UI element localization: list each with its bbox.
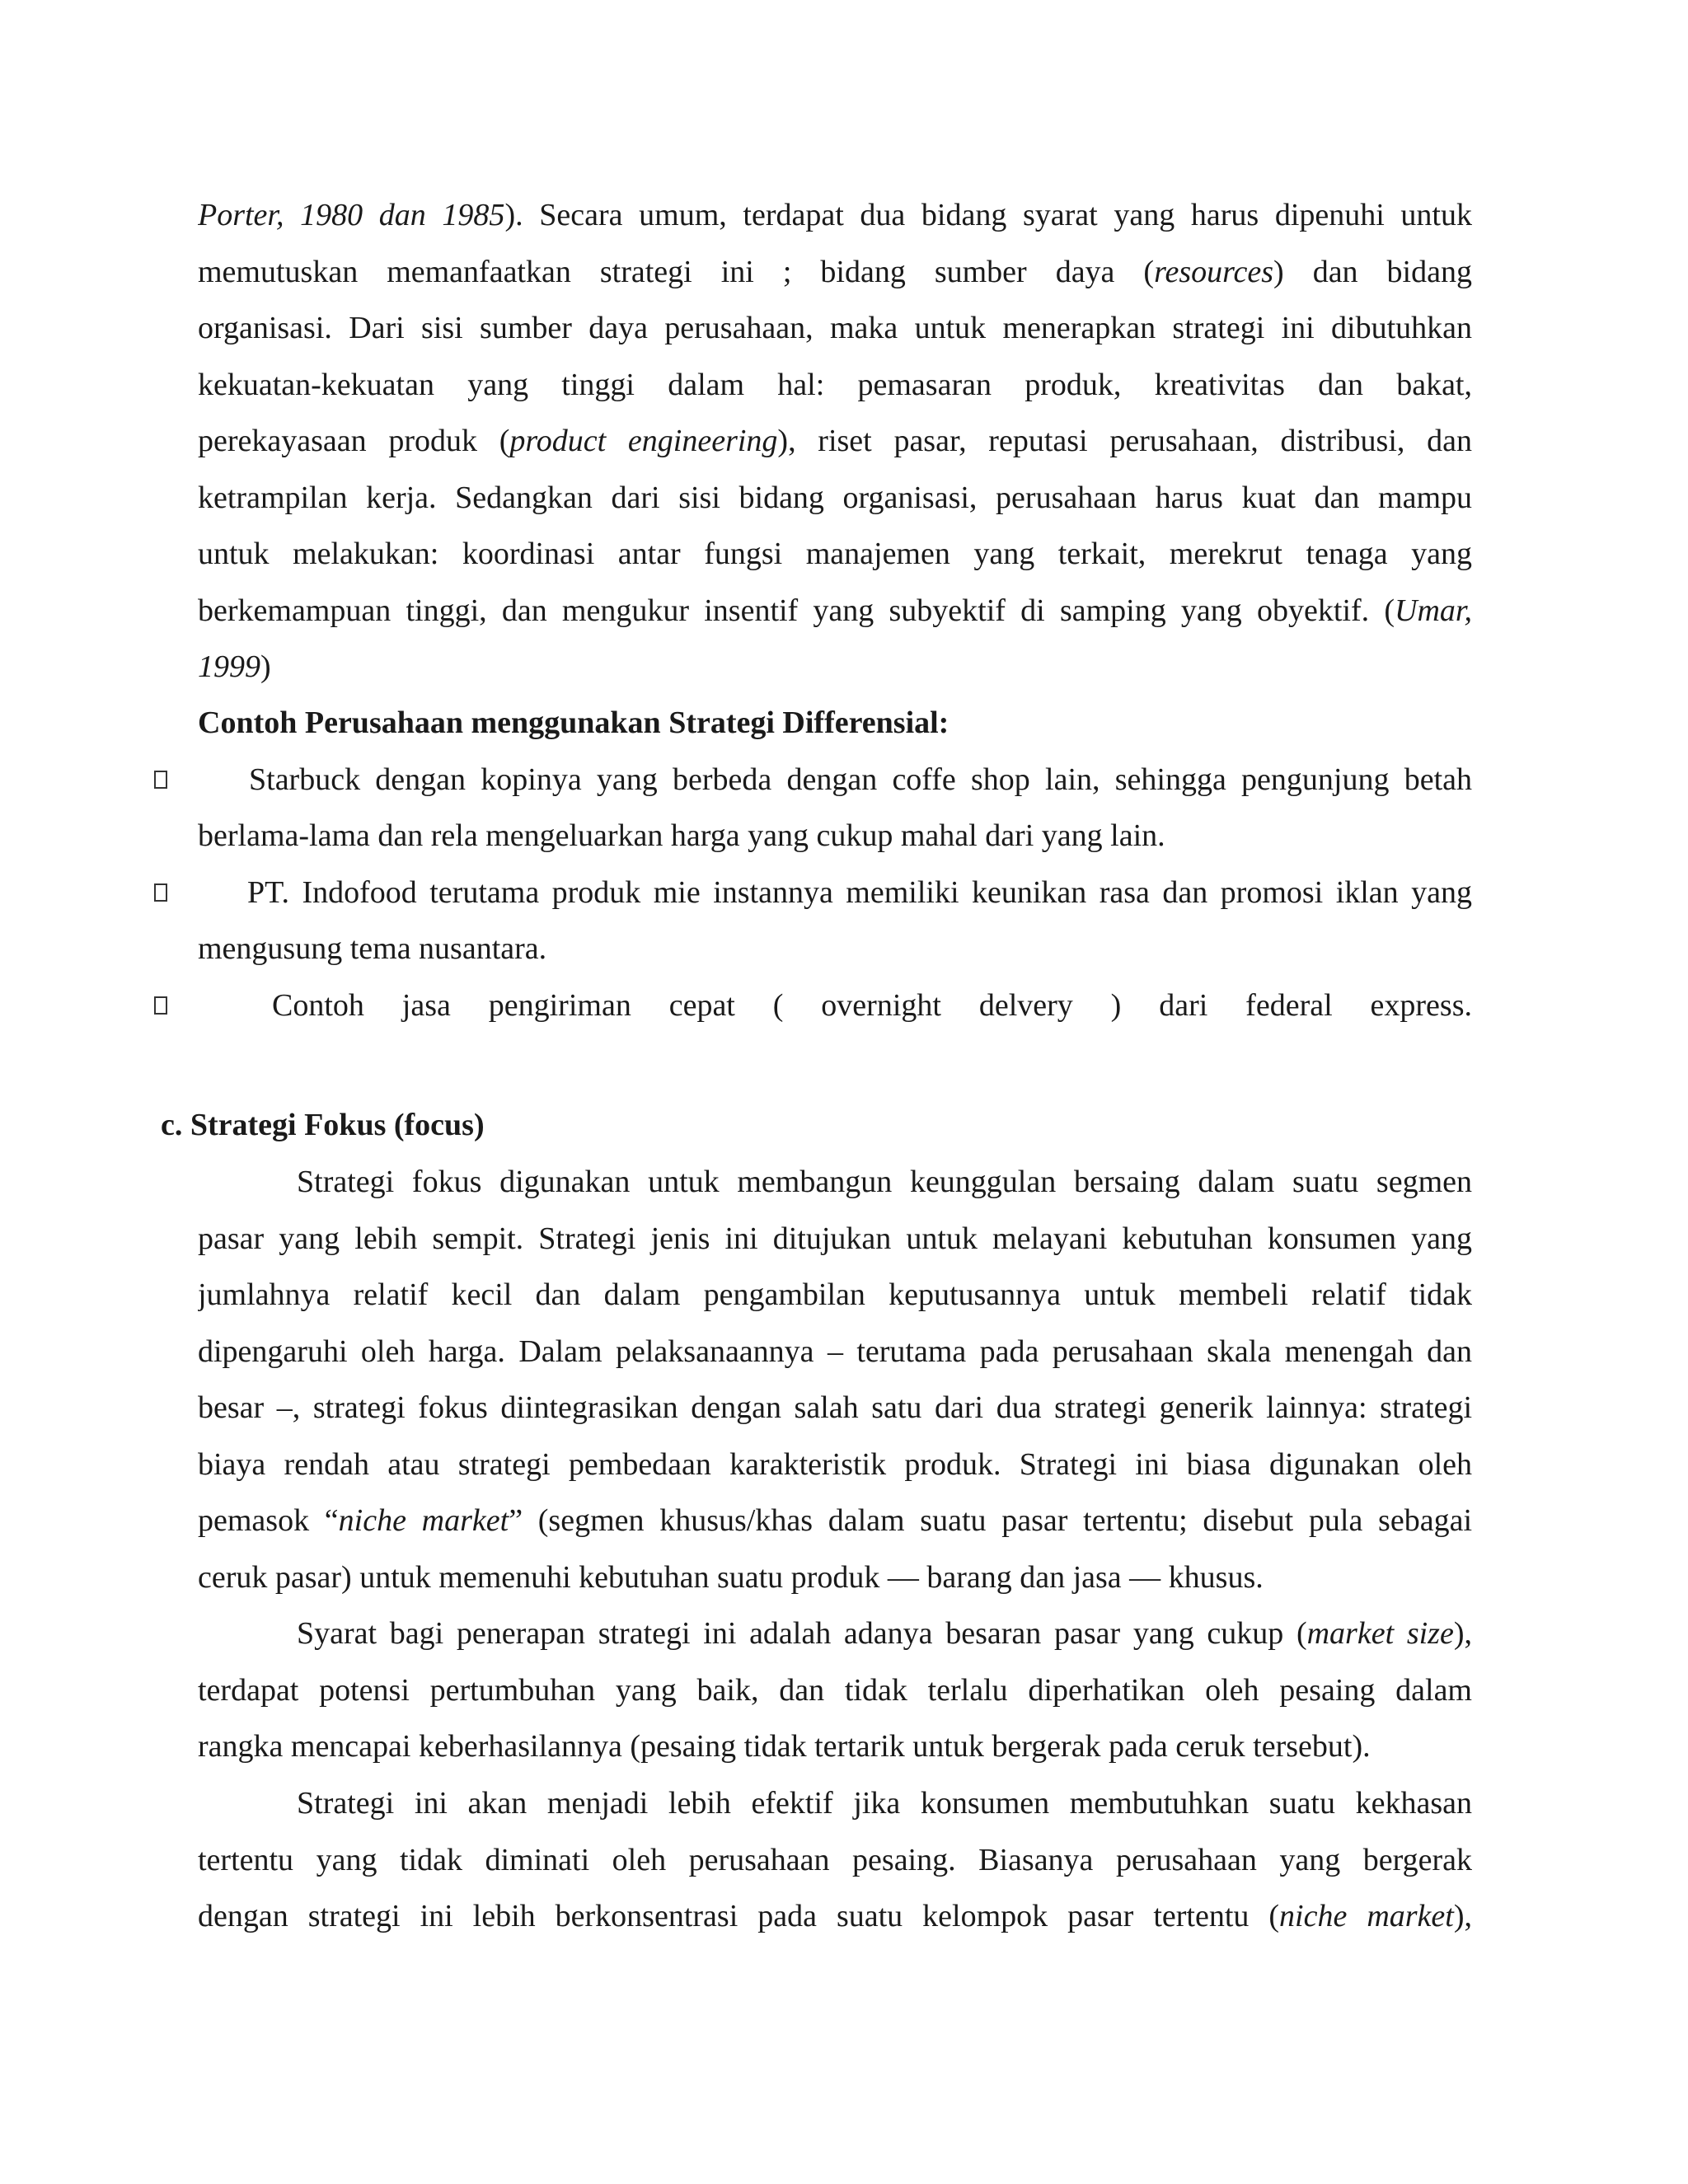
text-line — [198, 583, 1472, 640]
text-line: tertentu yang tidak diminati oleh perusahaan pesaing. Biasanya perusahaan yang bergerak — [198, 1842, 1472, 1877]
paragraph-syarat — [198, 1605, 1472, 1775]
bullet-continuation — [198, 921, 1472, 977]
text-line: biaya rendah atau strategi pembedaan karakteristik produk. Strategi ini biasa digunakan oleh — [198, 1446, 1472, 1482]
italic-term: market size — [1306, 1616, 1454, 1651]
text-line — [198, 639, 1472, 696]
text-line: organisasi. Dari sisi sumber daya perusahaan, maka untuk menerapkan strategi ini dibutuhkan — [198, 311, 1472, 345]
bullet-text: Starbuck dengan kopinya yang berbeda dengan coffe shop lain, sehingga pengunjung betah — [249, 762, 1472, 797]
text-run: memutuskan memanfaatkan strategi ini ; bidang sumber daya ( — [198, 254, 1155, 289]
bullet-square-icon — [154, 996, 167, 1015]
text-line: pasar yang lebih sempit. Strategi jenis ini ditujukan untuk melayani kebutuhan konsumen yang — [198, 1221, 1472, 1256]
italic-term: product engineering — [509, 424, 778, 458]
text-run: dengan strategi ini lebih berkonsentrasi pada suatu kelompok pasar tertentu ( — [198, 1899, 1280, 1933]
text-run: ). Secara umum, terdapat dua bidang syarat yang harus dipenuhi untuk — [504, 198, 1472, 232]
text-run: perekayasaan produk ( — [198, 424, 510, 458]
italic-term: niche market — [1279, 1899, 1454, 1933]
paragraph-strategi-fokus — [198, 1154, 1472, 1605]
text-line — [198, 413, 1472, 470]
text-line — [198, 187, 1472, 244]
text-line: untuk melakukan: koordinasi antar fungsi manajemen yang terkait, merekrut tenaga yang — [198, 537, 1472, 571]
text-line: berlama-lama dan rela mengeluarkan harga yang cukup mahal dari yang lain. — [198, 818, 1165, 853]
text-run: ), — [1453, 1899, 1472, 1933]
text-line: ceruk pasar) untuk memenuhi kebutuhan suatu produk — barang dan jasa — khusus. — [198, 1559, 1264, 1595]
text-line: ketrampilan kerja. Sedangkan dari sisi bidang organisasi, perusahaan harus kuat dan mampu — [198, 480, 1472, 515]
citation-italic: Porter, 1980 dan 1985 — [198, 198, 505, 232]
text-run: pemasok “ — [198, 1503, 339, 1538]
text-line: besar –, strategi fokus diintegrasikan dengan salah satu dari dua strategi generik lainnya: strategi — [198, 1390, 1472, 1425]
text-run: ), riset pasar, reputasi perusahaan, distribusi, dan — [777, 424, 1472, 458]
citation-italic: Umar, — [1395, 593, 1472, 628]
citation-italic: 1999 — [198, 649, 260, 684]
text-line: kekuatan-kekuatan yang tinggi dalam hal: pemasaran produk, kreativitas dan bakat, — [198, 367, 1472, 402]
bullet-item-starbuck — [0, 752, 1688, 808]
paragraph-efektif — [198, 1775, 1472, 1945]
bullet-text: PT. Indofood terutama produk mie instannya memiliki keunikan rasa dan promosi iklan yang — [247, 875, 1472, 910]
contoh-heading-block — [198, 695, 1472, 752]
text-line: Strategi ini akan menjadi lebih efektif jika konsumen membutuhkan suatu kekhasan — [297, 1786, 1472, 1821]
bullet-item-indofood — [0, 865, 1688, 921]
text-line — [198, 244, 1472, 301]
text-line — [198, 1888, 1472, 1945]
text-run: ) dan bidang — [1273, 254, 1472, 289]
text-line: mengusung tema nusantara. — [198, 931, 547, 966]
text-run: berkemampuan tinggi, dan mengukur insentif yang subyektif di samping yang obyektif. ( — [198, 593, 1395, 628]
text-line: Strategi fokus digunakan untuk membangun keunggulan bersaing dalam suatu segmen — [297, 1165, 1472, 1199]
text-line — [198, 1493, 1472, 1549]
italic-term: resources — [1154, 254, 1274, 289]
bullet-item-fedex — [0, 977, 1688, 1034]
italic-term: niche market — [338, 1503, 509, 1538]
text-line — [198, 1605, 1472, 1662]
text-line: dipengaruhi oleh harga. Dalam pelaksanaannya – terutama pada perusahaan skala menengah dan — [198, 1333, 1472, 1369]
text-run: Syarat bagi penerapan strategi ini adalah adanya besaran pasar yang cukup ( — [297, 1616, 1307, 1651]
text-run: ) — [260, 649, 271, 684]
section-heading-strategi-fokus: c. Strategi Fokus (focus) — [161, 1108, 485, 1142]
text-line: jumlahnya relatif kecil dan dalam pengambilan keputusannya untuk membeli relatif tidak — [198, 1277, 1472, 1312]
paragraph-porter — [198, 187, 1472, 696]
bullet-square-icon — [154, 771, 167, 789]
subheading-contoh: Contoh Perusahaan menggunakan Strategi Differensial: — [198, 705, 950, 740]
bullet-square-icon — [154, 883, 167, 902]
text-line: terdapat potensi pertumbuhan yang baik, dan tidak terlalu diperhatikan oleh pesaing dalam — [198, 1672, 1472, 1708]
bullet-text: Contoh jasa pengiriman cepat ( overnight delvery ) dari federal express. — [272, 988, 1472, 1023]
text-run: ” (segmen khusus/khas dalam suatu pasar tertentu; disebut pula sebagai — [509, 1503, 1472, 1538]
text-line: rangka mencapai keberhasilannya (pesaing tidak tertarik untuk bergerak pada ceruk tersebut). — [198, 1729, 1371, 1764]
text-run: ), — [1453, 1616, 1472, 1651]
bullet-continuation — [198, 808, 1472, 865]
